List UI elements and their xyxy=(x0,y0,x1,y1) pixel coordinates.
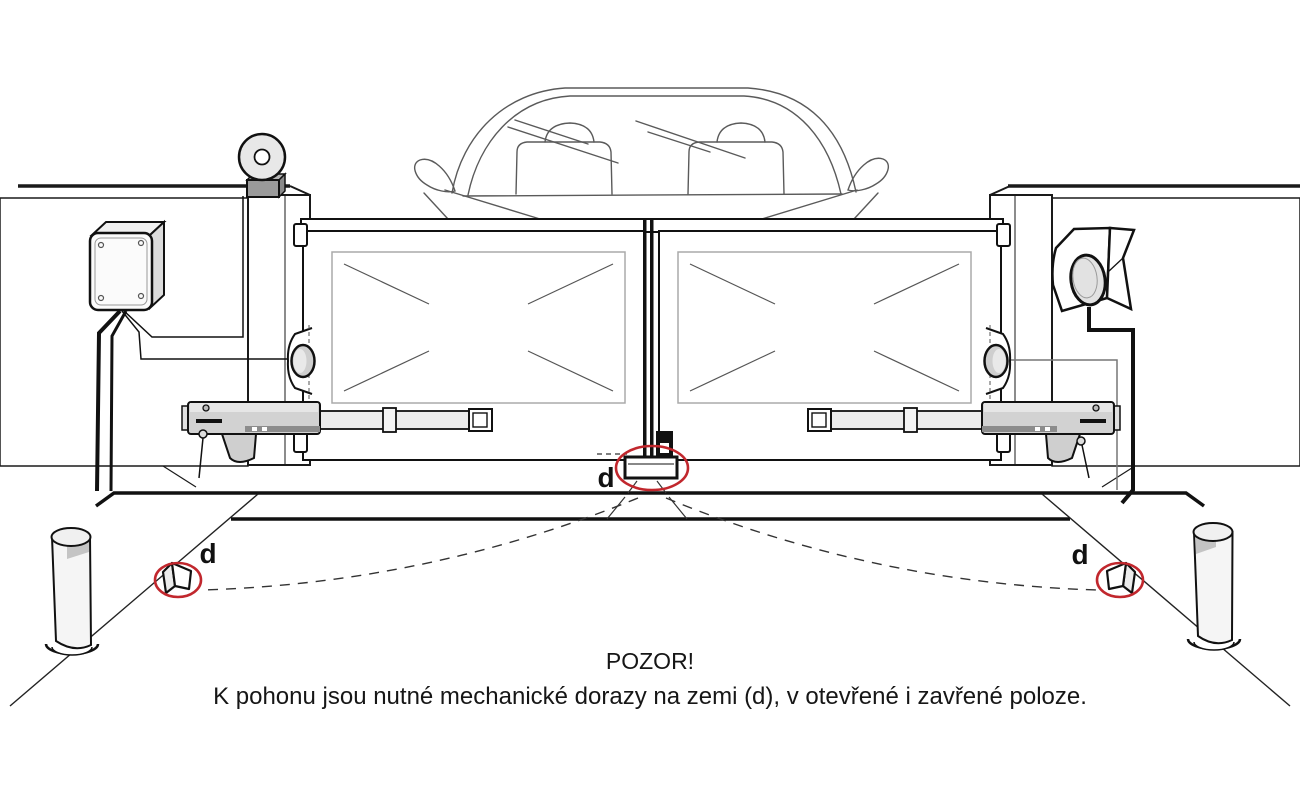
motor-bolt xyxy=(199,430,207,438)
d-label-right: d xyxy=(1071,539,1089,570)
car-mirror-left xyxy=(415,159,455,191)
gate-center-profile xyxy=(643,219,647,462)
control-box xyxy=(90,222,164,310)
car-windshield-base xyxy=(463,194,842,196)
car-headrest-right xyxy=(717,123,765,142)
d-label-left: d xyxy=(199,538,217,569)
stop-open-right xyxy=(1107,563,1135,593)
car xyxy=(415,88,889,219)
hinge xyxy=(294,224,307,246)
swing-arc-right xyxy=(666,498,1097,590)
gate-center-profile xyxy=(650,219,654,462)
car-seat-left xyxy=(516,142,612,194)
d-label-center: d xyxy=(597,462,615,493)
caption-text: K pohonu jsou nutné mechanické dorazy na zemi (d), v otevřené i zavřené poloze. xyxy=(213,683,1087,710)
stop-open-left xyxy=(163,563,191,593)
hinge xyxy=(997,224,1010,246)
motor-bolt xyxy=(1077,437,1085,445)
impact-marks xyxy=(607,481,687,519)
caption xyxy=(0,648,1300,711)
car-roof xyxy=(452,88,856,193)
car-roof-inner xyxy=(468,96,841,195)
swing-arc-left xyxy=(203,498,638,590)
bollard-left xyxy=(46,528,98,655)
bollard-right xyxy=(1188,523,1240,650)
caption-warning: POZOR! xyxy=(605,648,695,674)
curb-upper xyxy=(96,493,1204,506)
wall-light xyxy=(1052,228,1134,311)
